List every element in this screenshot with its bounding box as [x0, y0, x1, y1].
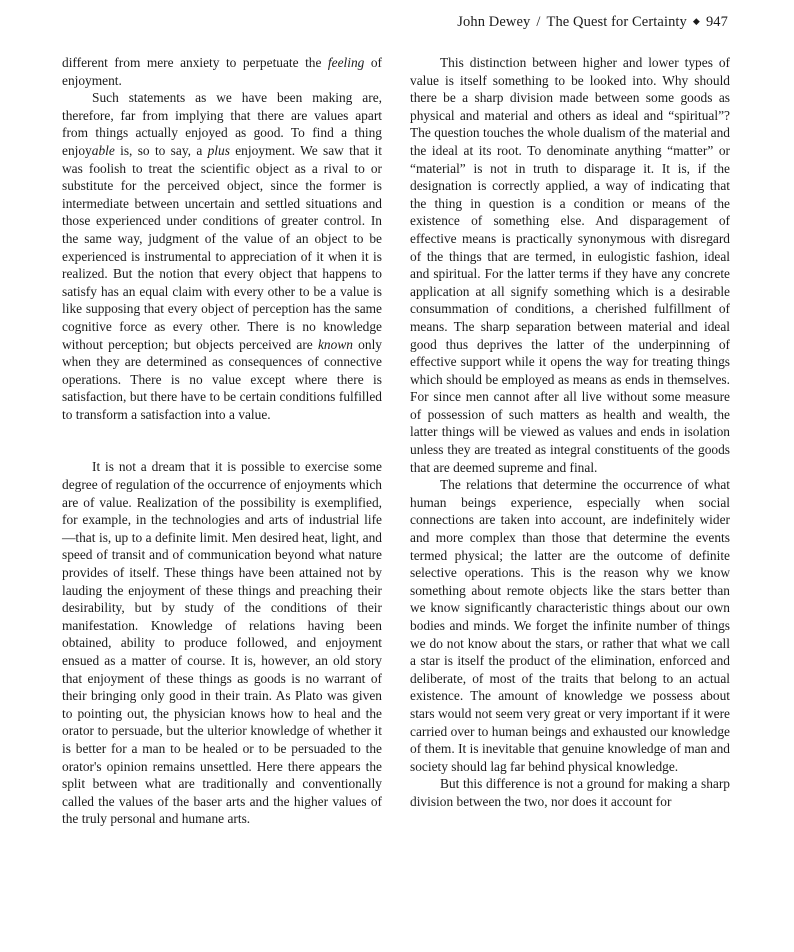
emphasis: plus — [207, 142, 230, 158]
left-column — [62, 54, 382, 828]
paragraph: The relations that determine the occurrence of what human beings experience, especially when social connections are taken into account, are indefinitely wider and more complex than those that determine the events termed physical; the latter are the outcome of definite selective operations. This is the reason why we know something about remote objects like the stars better than we know significantly characteristic things about our own bodies and minds. We forget the infinite number of things we do not know about the stars, or rather that what we call a star is itself the product of the elimination, enforced and deliberate, of most of the traits that belong to an actual existence. The amount of knowledge we possess about stars would not seem very great or very important if it were carried over to human beings and exhausted our knowledge of them. It is inevitable that genuine knowledge of man and society should lag far behind physical knowledge. — [410, 477, 730, 774]
page-number: 947 — [705, 14, 728, 30]
running-header — [457, 14, 728, 31]
paragraph: It is not a dream that it is possible to exercise some degree of regulation of the occurrence of enjoyments which are of value. Realization of the possibility is exemplified, for example, in the technologies and arts of industrial life—that is, up to a definite limit. Men desired heat, light, and speed of transit and of communication beyond what nature provides of itself. These things have been attained not by lauding the enjoyment of these things and preaching their desirability, but by study of the conditions of their manifestation. Knowledge of relations having been obtained, ability to produce followed, and enjoyment ensued as a matter of course. It is, however, an old story that enjoyment of these things as goods is no warrant of their bringing only good in their train. As Plato was given to pointing out, the physician knows how to heal and the orator to persuade, but the ulterior knowledge of whether it is better for a man to be healed or to be persuaded to the orator's opinion remains unsettled. Here there appears the split between what are traditionally and conventionally called the values of the baser arts and the higher values of the truly personal and humane arts. — [62, 459, 382, 827]
emphasis: feeling — [327, 55, 365, 70]
header-author: John Dewey — [457, 14, 531, 30]
paragraph: But this difference is not a ground for making a sharp division between the two, nor does it account for — [410, 776, 730, 809]
text-run: only when they are determined as consequences of connective operations. There is no value except where there is satisfaction, but there have to be certain conditions fulfilled to transform a satisfaction into a value. — [62, 336, 382, 422]
emphasis: able — [91, 142, 115, 158]
text-run: different from mere anxiety to perpetuate the — [62, 55, 328, 70]
header-separator: / — [536, 14, 541, 30]
paragraph: This distinction between higher and lower types of value is itself something to be looked into. Why should there be a sharp division made between some goods as physical and material and others as ideal and “spiritual”? The question touches the whole dualism of the material and the ideal at its root. To denominate anything “matter” or “material” is not in truth to disparage it. It is, if the designation is correctly applied, a way of indicating that the thing in question is a condition or means of the existence of something else. And disparagement of effective means is practically synonymous with disregard of the things that are termed, in eulogistic fashion, ideal and spiritual. For the latter terms if they have any concrete application at all signify something which is a desirable consummation of conditions, a cherished fulfillment of means. The sharp separation between material and ideal good thus deprives the latter of the underpinning of effective support while it opens the way for treating things which should be employed as means as ends in themselves. For since men cannot after all live without some measure of possession of such matters as health and wealth, the latter things will be viewed as values and ends in isolation unless they are treated as integral constituents of the goods that are deemed supreme and final. — [410, 55, 730, 475]
diamond-ornament-icon: ◆ — [692, 16, 700, 26]
paragraph — [62, 89, 382, 423]
header-title: The Quest for Certainty — [546, 14, 687, 30]
text-run: of enjoyment. — [62, 55, 382, 88]
text-run: Such statements as we have been making are, therefore, far from implying that there are values apart from things actually enjoyed as good. To find a thing enjoy — [62, 90, 382, 158]
paragraph — [62, 54, 382, 89]
emphasis: known — [317, 336, 353, 352]
text-run: enjoyment. We saw that it was foolish to treat the scientific object as a rival to or substitute for the perceived object, since the former is intermediate between uncertain and settled situations and those experienced under conditions of greater control. In the same way, judgment of the value of an object to be experienced is instrumental to appreciation of it when it is realized. But the notion that every object that happens to satisfy has an equal claim with every other to be a value is like supposing that every object of perception has the same cognitive force as every other. There is no knowledge without perception; but objects perceived are — [62, 142, 382, 352]
right-column — [410, 54, 730, 811]
text-run: is, so to say, a — [114, 142, 208, 158]
